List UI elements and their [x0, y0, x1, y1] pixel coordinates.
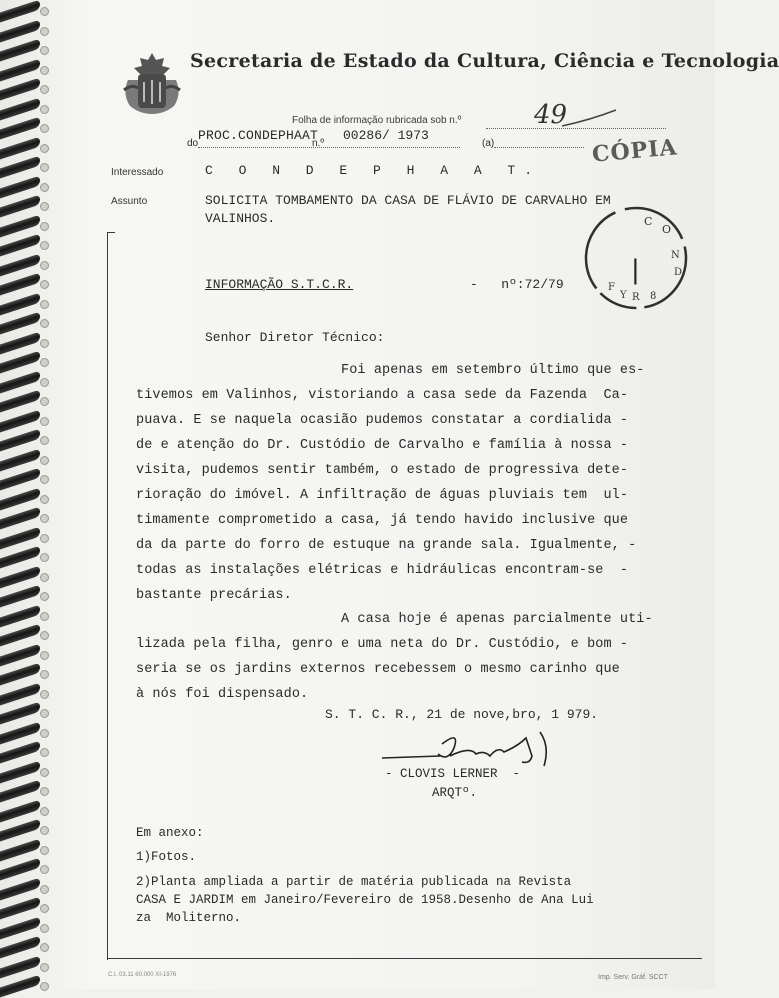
body-line: todas as instalações elétricas e hidráulicas encontram-se - [136, 563, 629, 578]
spiral-ring [0, 19, 40, 42]
body-line: visita, pudemos sentir também, o estado de progressiva dete- [136, 463, 629, 478]
spiral-ring [0, 331, 40, 354]
information-number: - nº:72/79 [470, 277, 564, 292]
spiral-ring [0, 838, 40, 861]
spiral-ring [0, 663, 40, 686]
spiral-ring [0, 877, 40, 900]
punch-hole [40, 709, 49, 718]
frame-corner [107, 232, 115, 233]
body-line: tivemos em Valinhos, vistoriando a casa sede da Fazenda Ca- [136, 388, 629, 403]
annex-item: CASA E JARDIM em Janeiro/Fevereiro de 1958.Desenho de Ana Lui [136, 893, 594, 907]
punch-hole [40, 261, 49, 270]
punch-hole [40, 807, 49, 816]
punch-hole [40, 397, 49, 406]
information-heading: INFORMAÇÃO S.T.C.R. [205, 277, 354, 292]
spiral-ring [0, 175, 40, 198]
spiral-ring [0, 292, 40, 315]
spiral-ring [0, 604, 40, 627]
punch-hole [40, 436, 49, 445]
spiral-ring [0, 955, 40, 978]
punch-hole [40, 748, 49, 757]
punch-hole [40, 865, 49, 874]
punch-hole [40, 183, 49, 192]
body-line: bastante precárias. [136, 588, 292, 603]
punch-hole [40, 85, 49, 94]
punch-hole [40, 553, 49, 562]
salutation: Senhor Diretor Técnico: [205, 330, 385, 345]
spiral-ring [0, 526, 40, 549]
punch-hole [40, 924, 49, 933]
spiral-ring [0, 682, 40, 705]
punch-hole [40, 144, 49, 153]
body-line: A casa hoje é apenas parcialmente uti- [136, 612, 653, 627]
spiral-ring [0, 39, 40, 62]
punch-hole [40, 943, 49, 952]
spiral-ring [0, 58, 40, 81]
punch-hole [40, 300, 49, 309]
punch-hole [40, 885, 49, 894]
punch-hole [40, 826, 49, 835]
punch-hole [40, 768, 49, 777]
body-line: puava. E se naquela ocasião pudemos constatar a cordialida - [136, 413, 629, 428]
signer-title: ARQTº. [432, 786, 478, 800]
spiral-ring [0, 195, 40, 218]
punch-hole [40, 46, 49, 55]
stamp-letter: Y [620, 290, 627, 301]
spiral-ring [0, 487, 40, 510]
punch-hole [40, 514, 49, 523]
spiral-ring [0, 760, 40, 783]
spiral-ring [0, 546, 40, 569]
stamp-letter: R [632, 292, 640, 303]
punch-hole [40, 358, 49, 367]
footer-printer: Imp. Serv. Gráf. SCCT [598, 974, 668, 981]
proc-underline [198, 147, 460, 148]
spiral-ring [0, 858, 40, 881]
punch-hole [40, 631, 49, 640]
spiral-ring [0, 390, 40, 413]
body-line: rioração do imóvel. A infiltração de águas pluviais tem ul- [136, 488, 629, 503]
frame-bottom-rule [107, 958, 702, 959]
punch-hole [40, 378, 49, 387]
spiral-ring [0, 819, 40, 842]
punch-hole [40, 27, 49, 36]
spiral-ring [0, 585, 40, 608]
punch-hole [40, 124, 49, 133]
punch-hole [40, 241, 49, 250]
punch-hole [40, 534, 49, 543]
stamp-letter: O [662, 223, 672, 236]
punch-hole [40, 339, 49, 348]
punch-hole [40, 319, 49, 328]
punch-hole [40, 495, 49, 504]
punch-hole [40, 846, 49, 855]
folha-label: Folha de informação rubricada sob n.º [292, 115, 462, 126]
annex-item: za Moliterno. [136, 911, 242, 925]
spiral-ring [0, 936, 40, 959]
punch-hole [40, 573, 49, 582]
spiral-binding [0, 0, 48, 989]
spiral-ring [0, 429, 40, 452]
punch-hole [40, 163, 49, 172]
spiral-ring [0, 565, 40, 588]
punch-hole [40, 963, 49, 972]
punch-hole [40, 222, 49, 231]
annex-item: 1)Fotos. [136, 850, 197, 864]
circular-stamp [574, 200, 694, 312]
spiral-ring [0, 468, 40, 491]
spiral-ring [0, 741, 40, 764]
body-line: da da parte do forro de estuque na grande sala. Igualmente, - [136, 538, 637, 553]
punch-hole [40, 612, 49, 621]
stamp-letter: C [644, 215, 653, 228]
punch-hole [40, 592, 49, 601]
punch-hole [40, 651, 49, 660]
body-line: de e atenção do Dr. Custódio de Carvalho e família à nossa - [136, 438, 629, 453]
punch-hole [40, 105, 49, 114]
spiral-ring [0, 721, 40, 744]
punch-hole [40, 729, 49, 738]
spiral-ring [0, 351, 40, 374]
spiral-ring [0, 156, 40, 179]
proc-number: 00286/ 1973 [343, 128, 429, 143]
folha-number-stroke [560, 108, 620, 130]
punch-hole [40, 280, 49, 289]
spiral-ring [0, 370, 40, 393]
punch-hole [40, 66, 49, 75]
body-line: à nós foi dispensado. [136, 687, 309, 702]
body-line: seria se os jardins externos recebessem o mesmo carinho que [136, 662, 620, 677]
body-line: lizada pela filha, genro e uma neta do Dr. Custódio, e bom - [136, 637, 629, 652]
spiral-ring [0, 234, 40, 257]
spiral-ring [0, 136, 40, 159]
punch-hole [40, 670, 49, 679]
spiral-ring [0, 253, 40, 276]
proc-n-label: n.º [312, 138, 324, 149]
spiral-ring [0, 409, 40, 432]
frame-left-rule [107, 232, 108, 960]
spiral-ring [0, 624, 40, 647]
punch-hole [40, 475, 49, 484]
punch-hole [40, 690, 49, 699]
punch-hole [40, 202, 49, 211]
interessado-value: C O N D E P H A A T. [205, 163, 542, 178]
annex-item: 2)Planta ampliada a partir de matéria publicada na Revista [136, 875, 572, 889]
place-date: S. T. C. R., 21 de nove,bro, 1 979. [325, 707, 599, 722]
spiral-ring [0, 916, 40, 939]
punch-hole [40, 417, 49, 426]
spiral-ring [0, 97, 40, 120]
spiral-ring [0, 0, 40, 22]
spiral-ring [0, 78, 40, 101]
annex-label: Em anexo: [136, 826, 204, 840]
footer-form-code: C.I. 03.11 60.000 XI-1976 [108, 972, 177, 978]
punch-hole [40, 787, 49, 796]
page-title: Secretaria de Estado da Cultura, Ciência e Tecnologia [190, 50, 779, 72]
spiral-ring [0, 897, 40, 920]
folha-number: 49 [534, 100, 568, 130]
punch-hole [40, 456, 49, 465]
interessado-label: Interessado [111, 167, 164, 178]
spiral-ring [0, 117, 40, 140]
copia-stamp: CÓPIA [591, 134, 679, 168]
assunto-label: Assunto [111, 196, 148, 207]
punch-hole [40, 904, 49, 913]
signer-name: - CLOVIS LERNER - [385, 767, 521, 781]
spiral-ring [0, 273, 40, 296]
punch-hole [40, 982, 49, 991]
spiral-ring [0, 507, 40, 530]
spiral-ring [0, 312, 40, 335]
body-line: Foi apenas em setembro último que es- [136, 363, 645, 378]
do-label: do [187, 138, 199, 149]
stamp-letter: N [671, 250, 680, 261]
proc-a-label: (a) [482, 138, 495, 149]
proc-a-underline [494, 147, 584, 148]
coat-of-arms-icon [120, 50, 184, 116]
spiral-ring [0, 799, 40, 822]
body-line: timamente comprometido a casa, já tendo havido inclusive que [136, 513, 629, 528]
punch-hole [40, 7, 49, 16]
spiral-ring [0, 702, 40, 725]
spiral-ring [0, 214, 40, 237]
stamp-letter: 8 [650, 291, 657, 302]
stamp-letter: F [608, 282, 615, 293]
spiral-ring [0, 780, 40, 803]
stamp-letter: D [674, 267, 683, 278]
stamp-mark: | [631, 255, 640, 285]
spiral-ring [0, 643, 40, 666]
spiral-ring [0, 448, 40, 471]
assunto-value: SOLICITA TOMBAMENTO DA CASA DE FLÁVIO DE CARVALHO EM VALINHOS. [205, 193, 611, 226]
proc-label: PROC.CONDEPHAAT [198, 128, 319, 143]
spiral-ring [0, 975, 40, 998]
